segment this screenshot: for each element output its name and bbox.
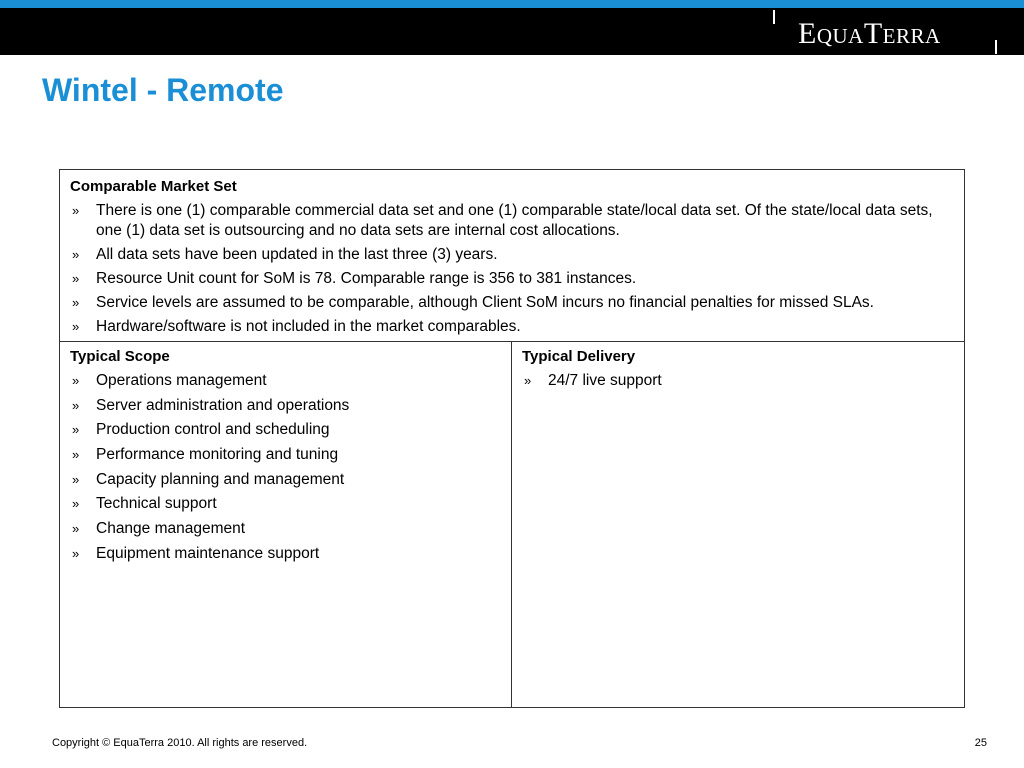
content-table <box>59 169 965 708</box>
bullet-marker: » <box>72 247 80 262</box>
list-item <box>70 420 501 440</box>
list-item <box>70 317 954 337</box>
bullet-text: Technical support <box>96 495 217 513</box>
bullet-text: Performance monitoring and tuning <box>96 446 339 464</box>
list-item <box>70 445 501 465</box>
list-item <box>70 293 954 313</box>
bullet-marker: » <box>72 319 80 334</box>
bullet-text: Operations management <box>96 372 267 389</box>
bullet-text: Server administration and operations <box>96 396 350 414</box>
list-item <box>522 371 954 391</box>
bullet-marker: » <box>72 545 80 561</box>
bullet-marker: » <box>72 295 80 310</box>
typical-scope-list <box>70 371 501 564</box>
logo-divider-right <box>995 40 997 54</box>
brand-logo: EquaTerra <box>798 17 941 50</box>
bullet-text: Change management <box>96 520 246 538</box>
list-item <box>70 544 501 564</box>
bullet-text: There is one (1) comparable commercial data set and one (1) comparable state/local data set. Of the state/local data sets, one (1) data set is outsourcing and no data sets are internal cost allocations. <box>96 202 933 239</box>
list-item <box>70 396 501 416</box>
bullet-marker: » <box>72 471 80 487</box>
bullet-text: Equipment maintenance support <box>96 544 320 562</box>
typical-scope-cell <box>60 342 512 707</box>
bullet-marker: » <box>72 496 80 512</box>
bullet-text: Production control and scheduling <box>96 421 330 439</box>
bullet-text: Capacity planning and management <box>96 470 345 488</box>
list-item <box>70 371 501 391</box>
list-item <box>70 494 501 514</box>
copyright-notice: Copyright © EquaTerra 2010. All rights are reserved. <box>52 737 308 749</box>
logo-divider-left <box>773 10 775 24</box>
bullet-marker: » <box>524 373 532 388</box>
bullet-marker: » <box>72 447 80 463</box>
market-set-heading: Comparable Market Set <box>70 178 237 195</box>
bullet-marker: » <box>72 521 80 537</box>
list-item <box>70 245 954 265</box>
typical-delivery-heading: Typical Delivery <box>522 348 636 365</box>
market-set-cell <box>60 170 964 342</box>
market-set-list <box>70 201 954 337</box>
page-number: 25 <box>974 737 987 749</box>
bullet-marker: » <box>72 271 80 286</box>
bullet-marker: » <box>72 373 80 388</box>
bullet-marker: » <box>72 397 80 413</box>
bullet-marker: » <box>72 203 80 218</box>
typical-scope-heading: Typical Scope <box>70 348 170 365</box>
list-item <box>70 519 501 539</box>
bullet-text: Resource Unit count for SoM is 78. Comparable range is 356 to 381 instances. <box>96 270 637 287</box>
bullet-text: 24/7 live support <box>548 372 662 389</box>
bullet-text: All data sets have been updated in the last three (3) years. <box>96 246 498 263</box>
list-item <box>70 470 501 490</box>
header-bar <box>0 8 1024 55</box>
bullet-text: Service levels are assumed to be comparable, although Client SoM incurs no financial penalties for missed SLAs. <box>96 294 874 311</box>
typical-delivery-list <box>522 371 954 391</box>
page-title: Wintel - Remote <box>42 72 284 108</box>
bullet-text: Hardware/software is not included in the market comparables. <box>96 318 521 335</box>
typical-delivery-cell <box>512 342 964 707</box>
list-item <box>70 201 954 241</box>
top-accent-stripe <box>0 0 1024 8</box>
list-item <box>70 269 954 289</box>
bullet-marker: » <box>72 422 80 438</box>
